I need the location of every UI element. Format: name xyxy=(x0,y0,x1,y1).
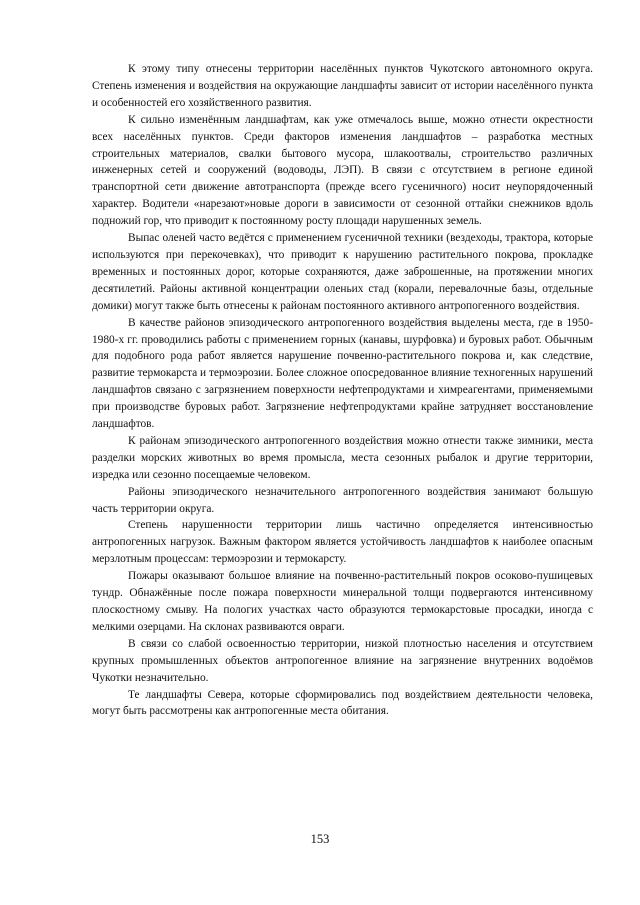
paragraph-1: К этому типу отнесены территории населённых пунктов Чукотского автономного округа. Степень изменения и воздействия на окружающие ландшафты зависит от истории населённого пункта и особенностей его хозяйственного развития. xyxy=(92,63,593,109)
paragraph-4: В качестве районов эпизодического антропогенного воздействия выделены места, где в 1950-1980-х гг. проводились работы с применением горных (канавы, шурфовка) и буровых работ. Обычным для подобного рода работ является нарушение почвенно-растительного покрова и, как следствие, развитие термокарста и термоэрозии. Более сложное опосредованное влияние техногенных нарушений ландшафтов связано с загрязнением поверхности нефтепродуктами и химреагентами, применяемыми при производстве буровых работ. Загрязнение нефтепродуктами крайне затрудняет восстановление ландшафтов. xyxy=(92,316,593,431)
paragraph-8: Пожары оказывают большое влияние на почвенно-растительный покров осоково-пушицевых тундр. Обнажённые после пожара поверхности минеральной толщи подвергаются интенсивному плоскостному смыву. На пологих участках часто образуются термокарстовые просадки, иногда с мелкими озерцами. На склонах развиваются овраги. xyxy=(92,570,593,633)
paragraph-3: Выпас оленей часто ведётся с применением гусеничной техники (вездеходы, трактора, которые используются при перекочевках), что приводит к нарушению растительного покрова, прокладке временных и постоянных дорог, которые сохраняются, даже заброшенные, на протяжении многих десятилетий. Районы активной концентрации оленьих стад (корали, перевалочные базы, отдельные домики) могут также быть отнесены к районам постоянного активного антропогенного воздействия. xyxy=(92,232,593,312)
page-number: 153 xyxy=(310,832,330,846)
paragraph-5: К районам эпизодического антропогенного воздействия можно отнести также зимники, места разделки морских животных во время промысла, места сезонных рыбалок и другие территории, изредка или сезонно посещаемые человеком. xyxy=(92,434,593,481)
paragraph-10: Те ландшафты Севера, которые сформировались под воздействием деятельности человека, могут быть рассмотрены как антропогенные места обитания. xyxy=(92,688,593,718)
paragraph-7: Степень нарушенности территории лишь частично определяется интенсивностью антропогенных нагрузок. Важным фактором является устойчивость ландшафтов к наиболее опасным мерзлотным процессам: термоэрозии и термокарсту. xyxy=(92,519,593,566)
paragraph-9: В связи со слабой освоенностью территории, низкой плотностью населения и отсутствием крупных промышленных объектов антропогенное влияние на загрязнение внутренних водоёмов Чукотки незначительно. xyxy=(92,637,593,684)
body-text xyxy=(92,61,593,720)
paragraph-2: К сильно изменённым ландшафтам, как уже отмечалось выше, можно отнести окрестности всех населённых пунктов. Среди факторов изменения ландшафтов – разработка местных строительных материалов, свалки бытового мусора, шлакоотвалы, строительство различных инженерных сетей и сооружений (водоводы, ЛЭП). В связи с отсутствием в регионе единой транспортной сети движение автотранспорта (прежде всего гусеничного) носит неупорядоченный характер. Водители «нарезают»новые дороги в зависимости от сезонной оттайки снежников вдоль подножий гор, что приводит к постоянному росту площади нарушенных земель. xyxy=(92,113,593,228)
paragraph-6: Районы эпизодического незначительного антропогенного воздействия занимают большую часть территории округа. xyxy=(92,485,593,515)
